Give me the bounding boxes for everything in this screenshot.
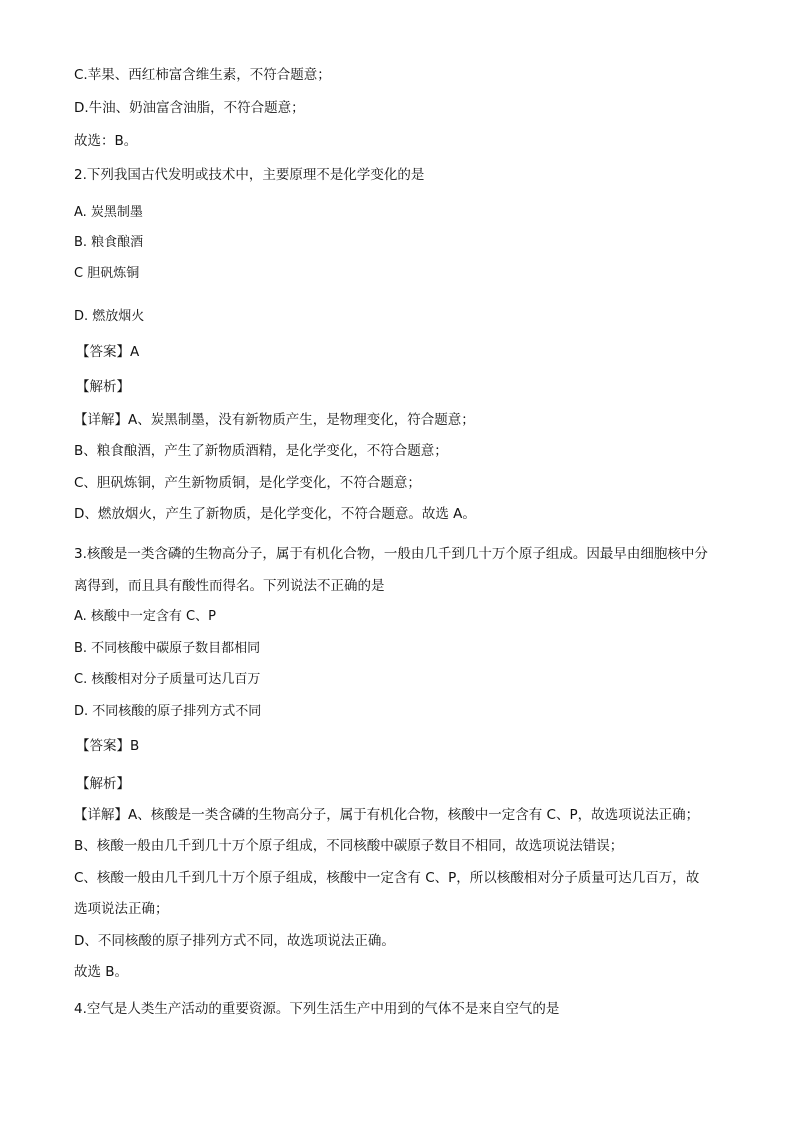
explanation-line: 选项说法正确； xyxy=(74,901,169,917)
text-line: 故选 B。 xyxy=(74,964,129,980)
explanation-line: C、核酸一般由几千到几十万个原子组成，核酸中一定含有 C、P，所以核酸相对分子质量可达几百万，故 xyxy=(74,870,700,886)
explanation-line: B、粮食酿酒，产生了新物质酒精，是化学变化，不符合题意； xyxy=(74,443,448,459)
option-a: A. 核酸中一定含有 C、P xyxy=(74,609,216,624)
option-b: B. 不同核酸中碳原子数目都相同 xyxy=(74,641,261,656)
explanation-line: D、燃放烟火，产生了新物质，是化学变化，不符合题意。故选 A。 xyxy=(74,506,476,522)
answer-label: 【答案】A xyxy=(76,344,140,360)
text-line: C.苹果、西红柿富含维生素，不符合题意； xyxy=(74,67,331,83)
option-d: D. 不同核酸的原子排列方式不同 xyxy=(74,704,262,719)
explanation-line: B、核酸一般由几千到几十万个原子组成，不同核酸中碳原子数目不相同，故选项说法错误； xyxy=(74,838,624,854)
option-a: A. 炭黑制墨 xyxy=(74,205,143,220)
option-c: C 胆矾炼铜 xyxy=(74,266,140,281)
question-3-stem: 离得到，而且具有酸性而得名。下列说法不正确的是 xyxy=(74,578,385,594)
question-2-stem: 2.下列我国古代发明或技术中，主要原理不是化学变化的是 xyxy=(74,167,425,183)
option-d: D. 燃放烟火 xyxy=(74,309,145,324)
text-line: 故选：B。 xyxy=(74,133,138,149)
option-b: B. 粮食酿酒 xyxy=(74,235,144,250)
explanation-line: D、不同核酸的原子排列方式不同，故选项说法正确。 xyxy=(74,933,395,949)
text-line: D.牛油、奶油富含油脂，不符合题意； xyxy=(74,100,305,116)
question-3-stem: 3.核酸是一类含磷的生物高分子，属于有机化合物，一般由几千到几十万个原子组成。因最早由细胞核中分 xyxy=(74,546,708,562)
answer-label: 【答案】B xyxy=(76,738,140,754)
analysis-label: 【解析】 xyxy=(76,776,130,792)
explanation-line: 【详解】A、核酸是一类含磷的生物高分子，属于有机化合物，核酸中一定含有 C、P，故选项说法正确； xyxy=(74,807,700,823)
option-c: C. 核酸相对分子质量可达几百万 xyxy=(74,672,261,687)
explanation-line: 【详解】A、炭黑制墨，没有新物质产生，是物理变化，符合题意； xyxy=(74,412,475,428)
question-4-stem: 4.空气是人类生产活动的重要资源。下列生活生产中用到的气体不是来自空气的是 xyxy=(74,1001,560,1017)
explanation-line: C、胆矾炼铜，产生新物质铜，是化学变化，不符合题意； xyxy=(74,475,421,491)
analysis-label: 【解析】 xyxy=(76,379,130,395)
